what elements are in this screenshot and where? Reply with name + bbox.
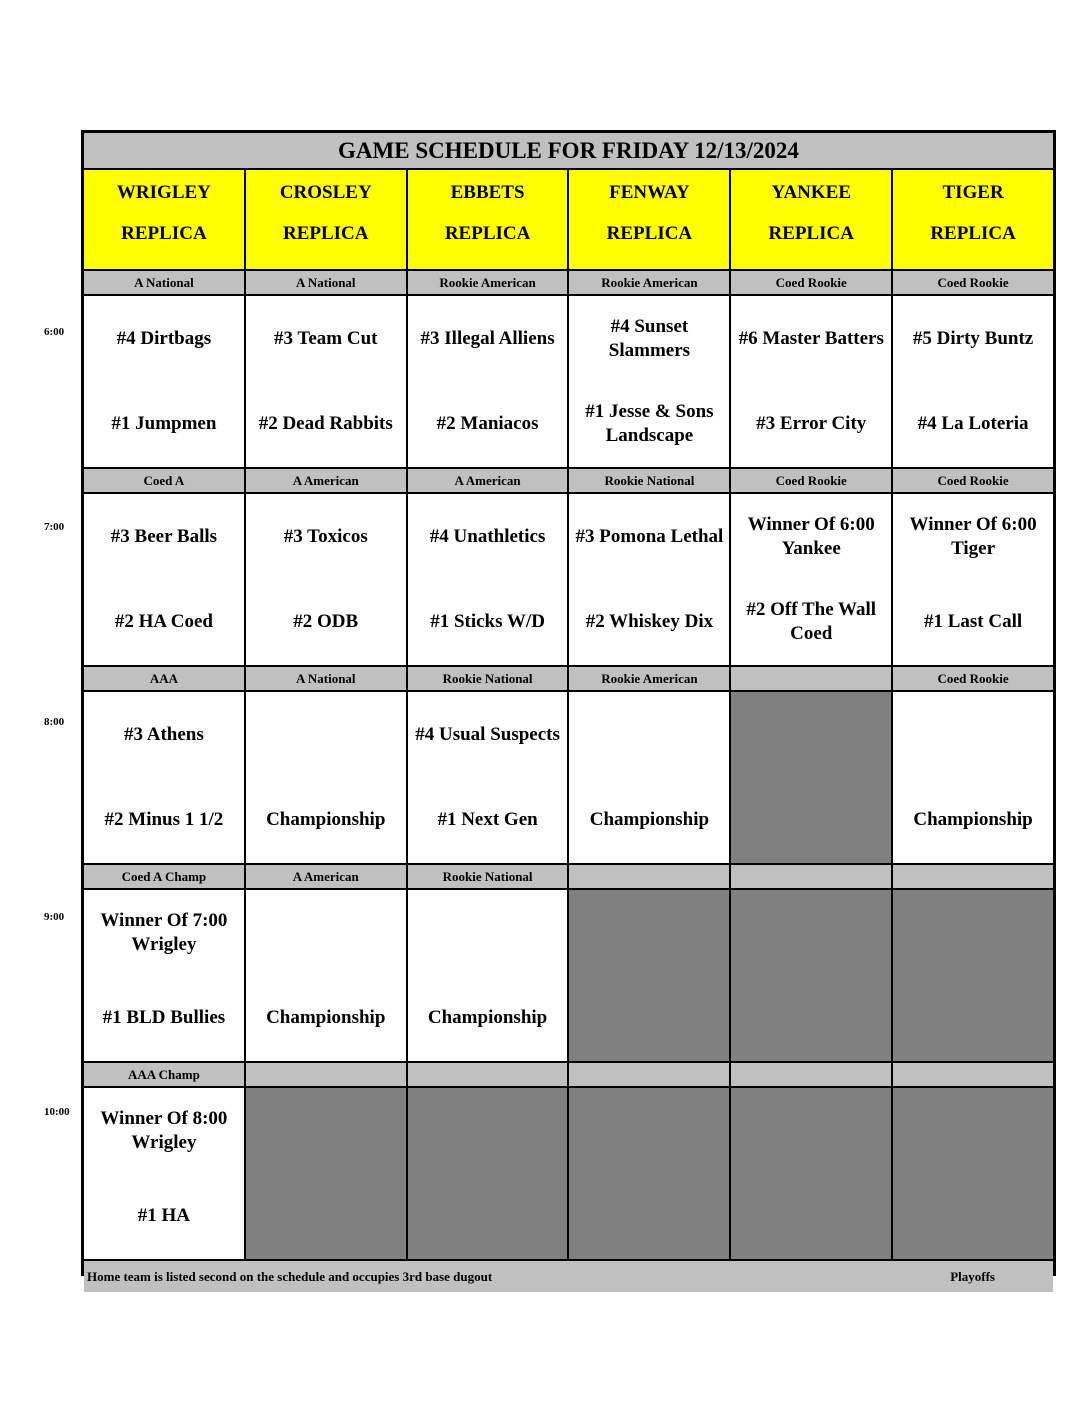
division-label [246,1063,406,1086]
division-label [569,865,729,888]
home-team: #1 BLD Bullies [102,1006,226,1028]
field-subtitle: REPLICA [606,223,693,244]
division-label: Coed Rookie [893,667,1053,690]
away-team [971,692,975,777]
division-label: Rookie American [569,271,729,294]
home-team: #1 HA [137,1204,191,1226]
away-team [324,890,328,975]
field-name: EBBETS [450,182,525,203]
game-cell [569,296,729,467]
division-label: A National [246,667,406,690]
game-cell [408,494,568,665]
field-name: YANKEE [771,182,852,203]
away-team: Winner Of 6:00 Tiger [909,513,1037,559]
away-team: #6 Master Batters [738,327,884,349]
home-team: #1 Jesse & Sons Landscape [585,400,714,446]
away-team: #3 Beer Balls [110,525,218,547]
division-label: Rookie American [408,271,568,294]
field-header [84,170,244,269]
home-team: Championship [266,808,386,830]
empty-slot [408,1088,568,1259]
away-team: Winner Of 7:00 Wrigley [100,909,228,955]
field-subtitle: REPLICA [930,223,1016,244]
field-name: TIGER [942,182,1004,203]
time-label: 10:00 [44,1106,70,1118]
away-team: #4 Unathletics [429,525,546,547]
game-cell [731,296,891,467]
division-label [893,865,1053,888]
away-team: #3 Athens [124,723,204,745]
division-label: Coed A [84,469,244,492]
division-label: AAA Champ [84,1063,244,1086]
away-team: #5 Dirty Buntz [912,327,1034,349]
division-label: AAA [84,667,244,690]
home-team: #1 Last Call [923,610,1023,632]
home-team: Championship [266,1006,386,1028]
footer-label: Playoffs [950,1268,995,1284]
home-team: #1 Next Gen [437,808,538,830]
home-team: Championship [427,1006,548,1028]
division-label: Coed Rookie [893,469,1053,492]
division-label: Rookie National [408,667,568,690]
field-header [408,170,568,269]
away-team: #3 Team Cut [274,327,378,349]
field-subtitle: REPLICA [121,223,207,244]
home-team: #2 Minus 1 1/2 [104,808,224,830]
away-team: #3 Toxicos [283,525,368,547]
home-team: #4 La Loteria [917,412,1029,434]
away-team [324,692,328,777]
game-cell [84,1088,244,1259]
division-label [731,667,891,690]
away-team: Winner Of 8:00 Wrigley [100,1107,228,1153]
home-team: #3 Error City [756,412,867,434]
game-cell [893,296,1053,467]
away-team: #3 Illegal Alliens [420,327,555,349]
away-team: #4 Sunset Slammers [608,315,691,361]
game-cell [893,692,1053,863]
home-team: #2 HA Coed [114,610,213,632]
field-name: CROSLEY [279,182,372,203]
game-cell [246,296,406,467]
game-cell [408,692,568,863]
game-cell [569,692,729,863]
division-label: A American [246,469,406,492]
game-cell [246,692,406,863]
home-team: #2 Maniacos [436,412,539,434]
division-label: Coed Rookie [731,271,891,294]
field-name: FENWAY [609,182,690,203]
game-cell [84,494,244,665]
home-team: #1 Jumpmen [111,412,217,434]
away-team [486,890,490,975]
division-label [569,1063,729,1086]
game-cell [408,890,568,1061]
home-team: #2 Dead Rabbits [258,412,393,434]
away-team: Winner Of 6:00 Yankee [747,513,875,559]
game-cell [84,890,244,1061]
division-label [893,1063,1053,1086]
time-label: 9:00 [44,911,65,923]
division-label: Coed A Champ [84,865,244,888]
time-label: 8:00 [44,716,65,728]
schedule-title: GAME SCHEDULE FOR FRIDAY 12/13/2024 [84,133,1053,168]
division-label: Coed Rookie [731,469,891,492]
empty-slot [731,890,891,1061]
division-label [731,1063,891,1086]
empty-slot [569,1088,729,1259]
division-label: Rookie National [408,865,568,888]
game-cell [246,494,406,665]
game-cell [731,494,891,665]
home-team: Championship [589,808,710,830]
away-team: #3 Pomona Lethal [575,525,724,547]
footer-note: Home team is listed second on the schedule and occupies 3rd base dugout [87,1268,493,1284]
footer [84,1261,1053,1292]
empty-slot [246,1088,406,1259]
field-header [893,170,1053,269]
field-header [569,170,729,269]
empty-slot [893,1088,1053,1259]
home-team: #2 ODB [293,610,359,632]
game-cell [893,494,1053,665]
game-cell [84,692,244,863]
division-label [731,865,891,888]
division-label: A National [84,271,244,294]
field-header [246,170,406,269]
division-label: A American [246,865,406,888]
empty-slot [731,1088,891,1259]
division-label: A National [246,271,406,294]
field-subtitle: REPLICA [282,223,369,244]
division-label: Rookie National [569,469,729,492]
field-subtitle: REPLICA [444,223,531,244]
game-cell [569,494,729,665]
division-label: A American [408,469,568,492]
home-team: #2 Off The Wall Coed [746,598,877,644]
schedule-table [81,130,1056,1284]
away-team: #4 Dirtbags [116,327,212,349]
field-name: WRIGLEY [116,182,211,203]
away-team: #4 Usual Suspects [415,723,560,745]
time-label: 6:00 [44,326,65,338]
home-team: #2 Whiskey Dix [585,610,714,632]
game-cell [408,296,568,467]
division-label: Coed Rookie [893,271,1053,294]
home-team: #1 Sticks W/D [430,610,545,632]
division-label: Rookie American [569,667,729,690]
away-team [647,692,651,777]
field-header [731,170,891,269]
home-team: Championship [913,808,1033,830]
game-cell [84,296,244,467]
division-label [408,1063,568,1086]
empty-slot [569,890,729,1061]
time-label: 7:00 [44,521,65,533]
empty-slot [893,890,1053,1061]
empty-slot [731,692,891,863]
field-subtitle: REPLICA [768,223,854,244]
game-cell [246,890,406,1061]
